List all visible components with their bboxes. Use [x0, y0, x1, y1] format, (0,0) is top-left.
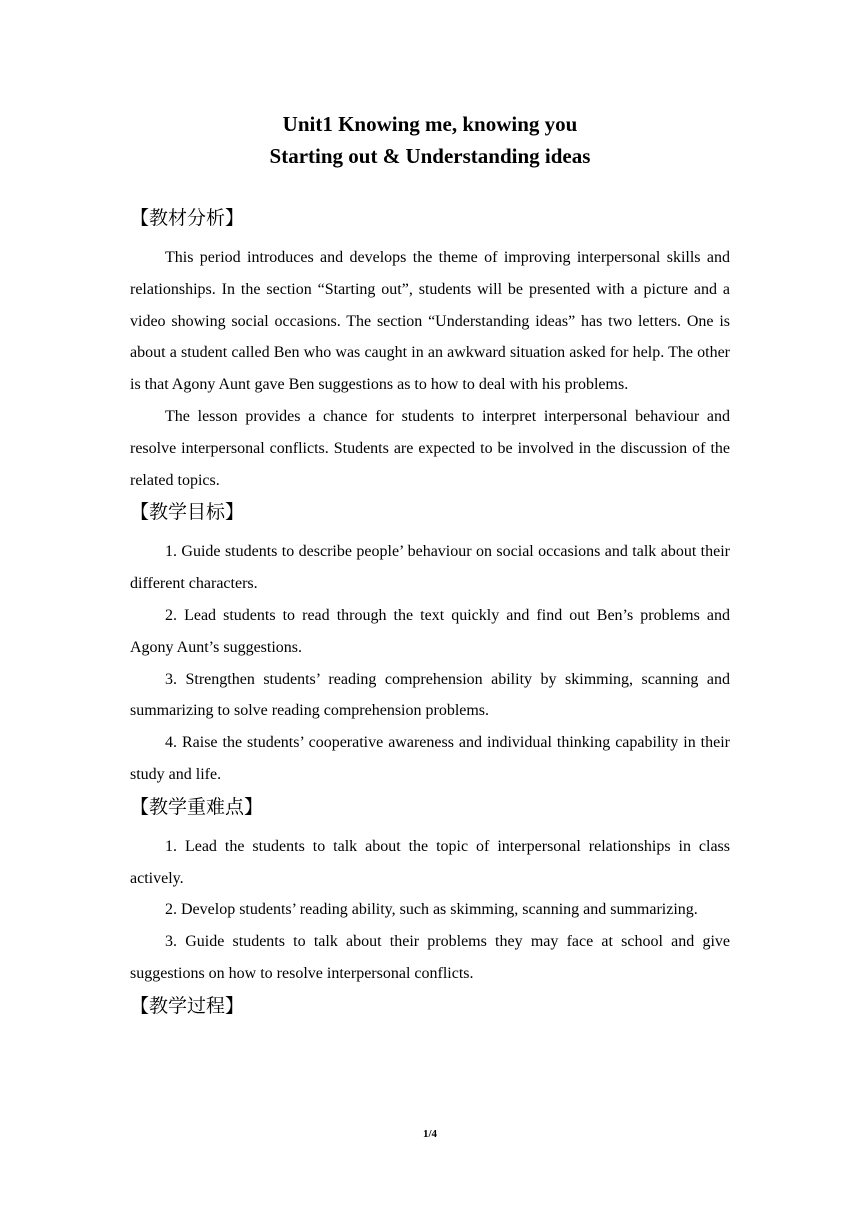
list-item: 3. Strengthen students’ reading comprehension ability by skimming, scanning and summarizing to solve reading comprehension problems. — [130, 670, 730, 720]
list-item: 4. Raise the students’ cooperative awareness and individual thinking capability in their study and life. — [130, 734, 730, 783]
section-heading-teaching-process: 【教学过程】 — [130, 994, 245, 1017]
list-item: 2. Lead students to read through the text quickly and find out Ben’s problems and Agony Aunt’s suggestions. — [130, 606, 730, 656]
document-subtitle: Starting out & Understanding ideas — [269, 144, 591, 168]
paragraph: The lesson provides a chance for students to interpret interpersonal behaviour and resolve interpersonal conflicts. Students are expected to be involved in the discussion of the related topics. — [130, 407, 730, 489]
list-item: 2. Develop students’ reading ability, such as skimming, scanning and summarizing. — [165, 901, 698, 919]
section-heading-teaching-objectives: 【教学目标】 — [130, 501, 245, 524]
section-heading-key-difficult-points: 【教学重难点】 — [130, 795, 264, 818]
list-item: 1. Guide students to describe people’ behaviour on social occasions and talk about their different characters. — [130, 543, 730, 593]
document-page — [130, 108, 730, 1030]
paragraph: This period introduces and develops the theme of improving interpersonal skills and relationships. In the section “Starting out”, students will be presented with a picture and a video showing social occasions. The section “Understanding ideas” has two letters. One is about a student called Ben who was caught in an awkward situation asked for help. The other is that Agony Aunt gave Ben suggestions as to how to deal with his problems. — [130, 249, 730, 394]
document-title: Unit1 Knowing me, knowing you — [282, 112, 578, 136]
list-item: 1. Lead the students to talk about the topic of interpersonal relationships in class actively. — [130, 837, 730, 887]
section-heading-textbook-analysis: 【教材分析】 — [130, 207, 245, 229]
page-number: 1/4 — [422, 1128, 438, 1140]
list-item: 3. Guide students to talk about their problems they may face at school and give suggestions on how to resolve interpersonal conflicts. — [130, 933, 730, 982]
